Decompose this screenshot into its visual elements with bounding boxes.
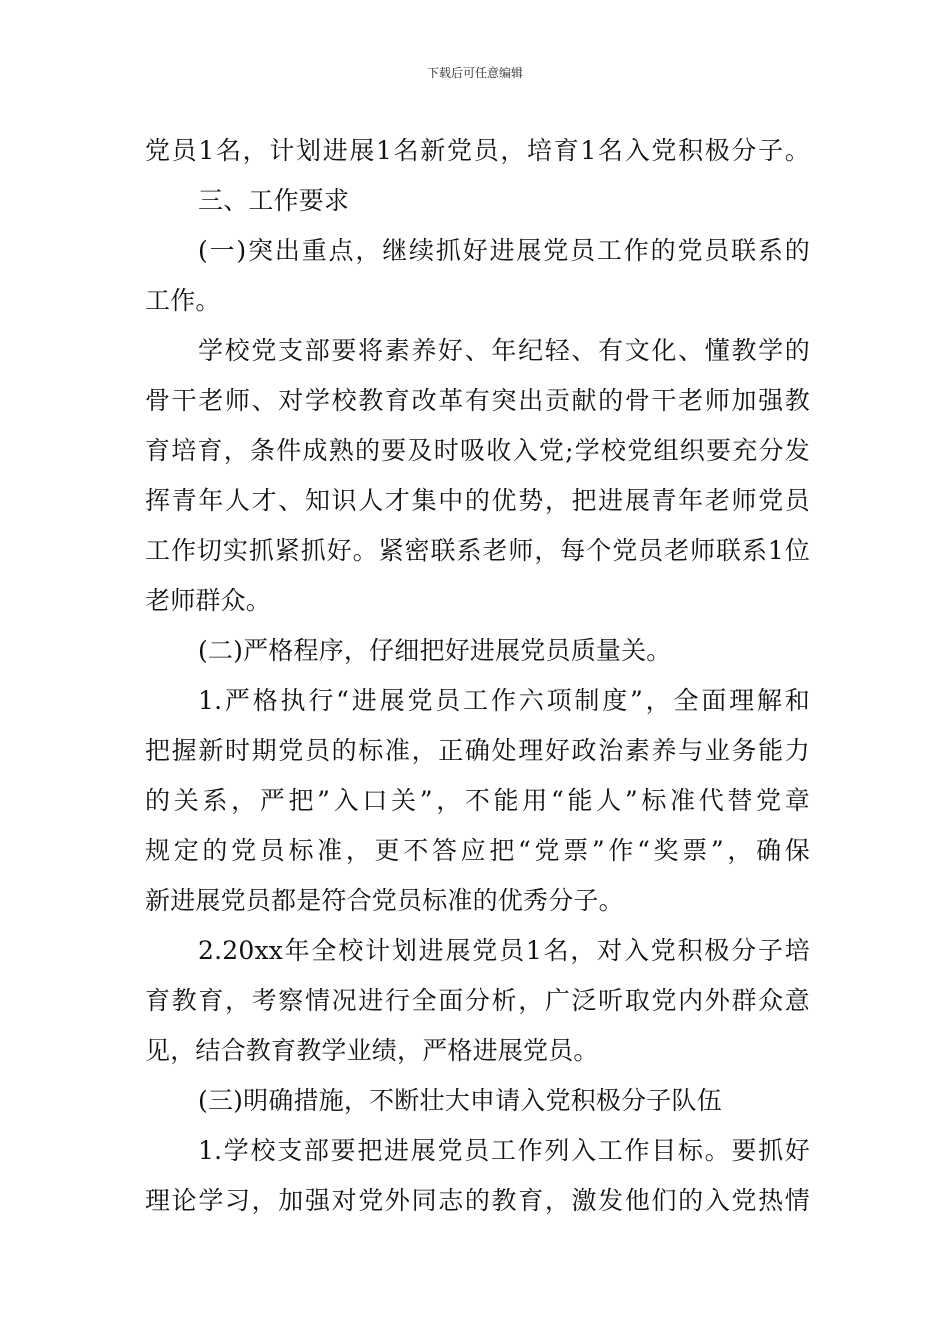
paragraph-line: 挥青年人才、知识人才集中的优势，把进展青年老师党员 [145, 486, 810, 515]
paragraph-line: 2.20xx年全校计划进展党员1名，对入党积极分子培 [198, 936, 810, 965]
paragraph-line: 把握新时期党员的标准，正确处理好政治素养与业务能力 [145, 736, 810, 765]
document-body [145, 126, 810, 1226]
paragraph-line: 工作切实抓紧抓好。紧密联系老师，每个党员老师联系1位 [145, 536, 810, 565]
subsection-heading: (二)严格程序，仔细把好进展党员质量关。 [198, 636, 672, 665]
paragraph-line: 工作。 [145, 286, 221, 315]
paragraph-line: 骨干老师、对学校教育改革有突出贡献的骨干老师加强教 [145, 386, 810, 415]
section-heading: 三、工作要求 [198, 186, 350, 215]
paragraph-line: 规定的党员标准，更不答应把“党票”作“奖票”，确保 [145, 836, 810, 865]
paragraph-line: 育教育，考察情况进行全面分析，广泛听取党内外群众意 [145, 986, 810, 1015]
paragraph-line: 1.严格执行“进展党员工作六项制度”，全面理解和 [198, 686, 810, 715]
paragraph-line: 育培育，条件成熟的要及时吸收入党;学校党组织要充分发 [145, 436, 810, 465]
subsection-heading: (一)突出重点，继续抓好进展党员工作的党员联系的 [198, 236, 810, 265]
paragraph-line: 见，结合教育教学业绩，严格进展党员。 [145, 1036, 599, 1065]
subsection-heading: (三)明确措施，不断壮大申请入党积极分子队伍 [198, 1086, 722, 1115]
paragraph-line: 1.学校支部要把进展党员工作列入工作目标。要抓好 [198, 1136, 810, 1165]
paragraph-line: 学校党支部要将素养好、年纪轻、有文化、懂教学的 [198, 336, 810, 365]
page-header-note: 下载后可任意编辑 [426, 66, 523, 80]
paragraph-line: 理论学习，加强对党外同志的教育，激发他们的入党热情 [145, 1186, 810, 1215]
paragraph-line: 新进展党员都是符合党员标准的优秀分子。 [145, 886, 624, 915]
paragraph-line: 的关系，严把”入口关”，不能用“能人”标准代替党章 [145, 786, 810, 815]
paragraph-line: 老师群众。 [145, 586, 272, 615]
paragraph-line: 党员1名，计划进展1名新党员，培育1名入党积极分子。 [145, 136, 810, 165]
